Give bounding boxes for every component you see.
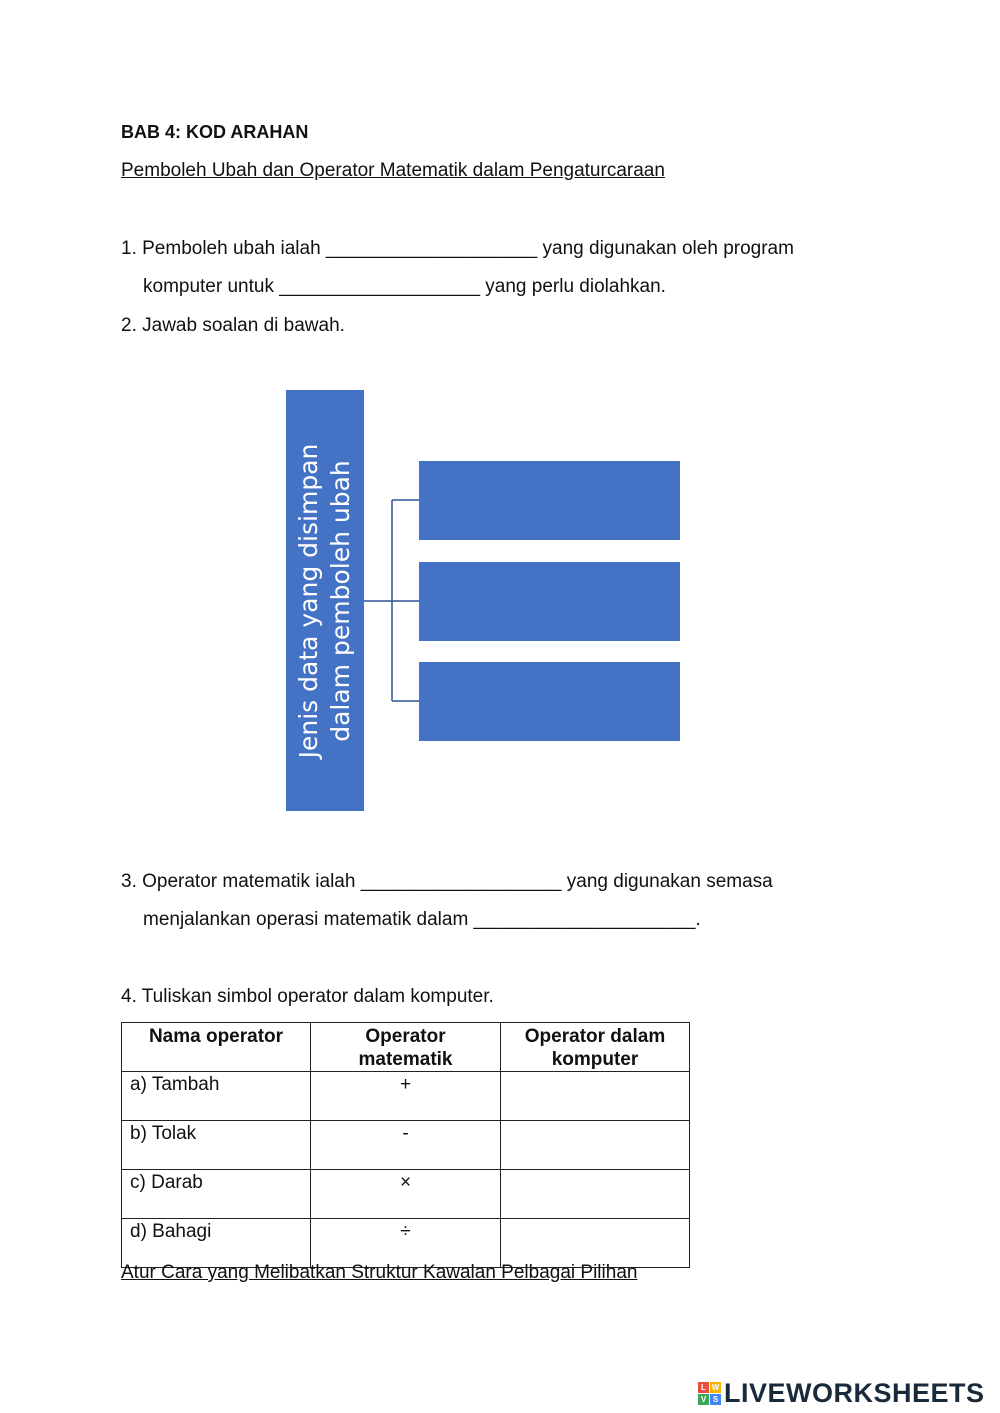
computer-operator-answer-cell[interactable] [501,1219,690,1268]
table-header-row [122,1023,690,1072]
header-operator-name-text: Nama operator [148,1026,284,1047]
question-1-line-1: 1. Pemboleh ubah ialah ____________________ yang digunakan oleh program [121,238,794,259]
question-2: 2. Jawab soalan di bawah. [121,315,345,336]
data-type-label-line-1: Jenis data yang disimpan [294,443,323,758]
question-3-line-2: menjalankan operasi matematik dalam _____________________. [143,909,701,930]
computer-operator-answer-cell[interactable] [501,1170,690,1219]
question-1-line-2: komputer untuk ___________________ yang perlu diolahkan. [143,276,666,297]
computer-operator-answer-cell[interactable] [501,1072,690,1121]
logo-tile-w: W [711,1382,720,1392]
operator-name-cell: b) Tolak [122,1121,311,1170]
question-4: 4. Tuliskan simbol operator dalam komputer. [121,986,494,1007]
header-computer-operator-line-2: komputer [551,1049,639,1070]
math-symbol-cell: + [311,1072,501,1121]
table-row [122,1170,690,1219]
liveworksheets-logo-icon [698,1382,721,1405]
table-row [122,1219,690,1268]
table-row [122,1072,690,1121]
header-math-operator-line-2: matematik [358,1049,453,1070]
operator-name-cell: d) Bahagi [122,1219,311,1268]
table-row [122,1121,690,1170]
section-subtitle: Pemboleh Ubah dan Operator Matematik dalam Pengaturcaraan [121,160,665,181]
math-symbol-cell: - [311,1121,501,1170]
logo-tile-v: V [698,1394,709,1405]
logo-tile-s: S [710,1394,721,1405]
data-type-label [293,443,357,758]
header-computer-operator-line-1: Operator dalam [524,1026,666,1047]
question-3-line-1: 3. Operator matematik ialah ___________________ yang digunakan semasa [121,871,773,892]
header-math-operator-line-1: Operator [365,1026,446,1047]
answer-box-3[interactable] [419,662,680,741]
logo-tile-l: L [698,1382,709,1393]
header-math-operator [311,1023,501,1072]
header-computer-operator [501,1023,690,1072]
page-title: BAB 4: KOD ARAHAN [121,122,309,142]
math-symbol-cell: ÷ [311,1219,501,1268]
operator-name-cell: a) Tambah [122,1072,311,1121]
liveworksheets-logo [698,1377,985,1409]
data-type-label-box [286,390,364,811]
answer-box-1[interactable] [419,461,680,540]
computer-operator-answer-cell[interactable] [501,1121,690,1170]
answer-box-2[interactable] [419,562,680,641]
liveworksheets-logo-text: LIVEWORKSHEETS [724,1377,985,1408]
next-section-heading: Atur Cara yang Melibatkan Struktur Kawalan Pelbagai Pilihan [121,1262,638,1283]
operator-name-cell: c) Darab [122,1170,311,1219]
operator-table [121,1022,690,1268]
math-symbol-cell: × [311,1170,501,1219]
data-type-label-line-2: dalam pemboleh ubah [326,459,355,742]
header-operator-name [122,1023,311,1072]
